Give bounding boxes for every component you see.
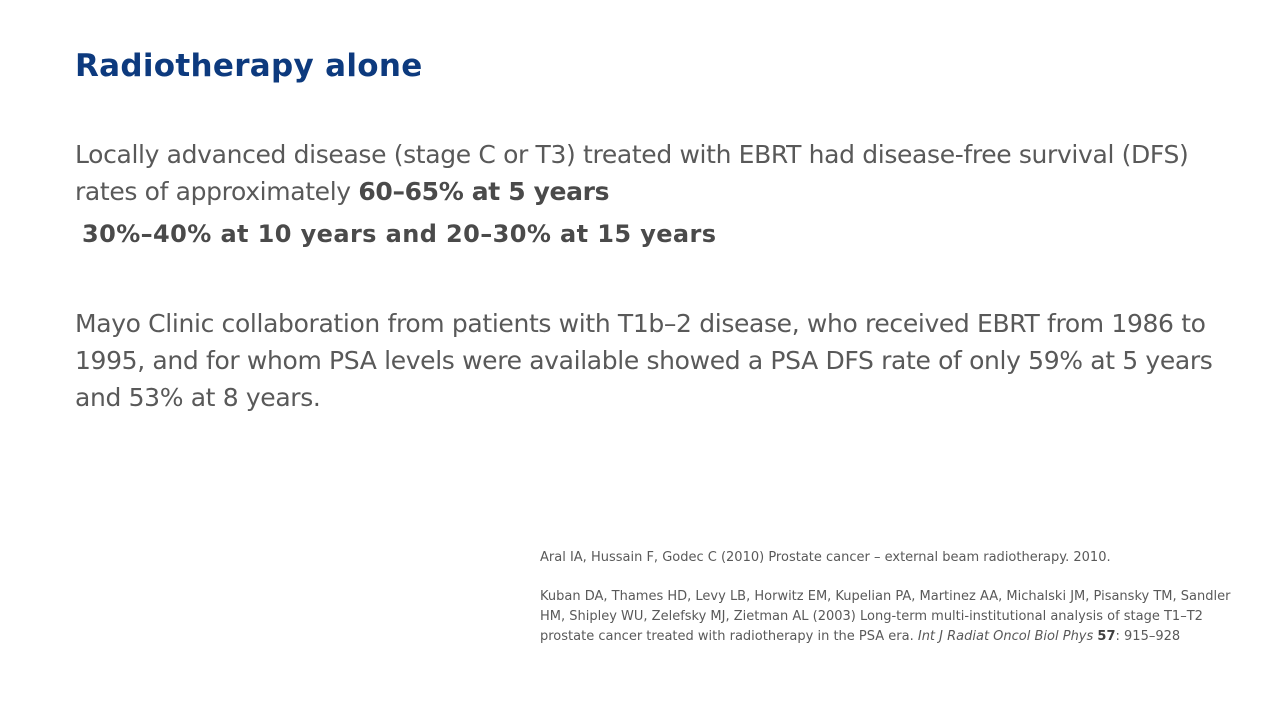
slide-title: Radiotherapy alone: [75, 48, 423, 84]
reference-kuban-journal: Int J Radiat Oncol Biol Phys: [917, 629, 1094, 644]
reference-kuban-pages: : 915–928: [1115, 629, 1181, 644]
reference-aral: Aral IA, Hussain F, Godec C (2010) Prostate cancer – external beam radiotherapy. 2010.: [540, 550, 1111, 565]
references: [540, 548, 1240, 647]
paragraph-dfs-text: Locally advanced disease (stage C or T3) treated with EBRT had disease-free survival (DFS) rates of approximately: [75, 140, 1189, 206]
paragraph-dfs-rates: [75, 136, 1215, 210]
paragraph-dfs-bold: 60–65% at 5 years: [358, 177, 610, 206]
reference-kuban-volume: 57: [1097, 629, 1116, 644]
long-term-rates-highlight: 30%–40% at 10 years and 20–30% at 15 years: [82, 220, 717, 248]
reference-kuban: [540, 587, 1240, 647]
paragraph-mayo-clinic: Mayo Clinic collaboration from patients with T1b–2 disease, who received EBRT from 1986 to 1995, and for whom PSA levels were available showed a PSA DFS rate of only 59% at 5 years and 53% at 8 years.: [75, 309, 1213, 412]
reference-kuban-text: Kuban DA, Thames HD, Levy LB, Horwitz EM, Kupelian PA, Martinez AA, Michalski JM, Pisansky TM, Sandler HM, Shipley WU, Zelefsky MJ, Zietman AL (2003) Long-term multi-institutional analysis of stage T1–T2 prostate cancer treated with radiotherapy in the PSA era.: [540, 589, 1231, 644]
